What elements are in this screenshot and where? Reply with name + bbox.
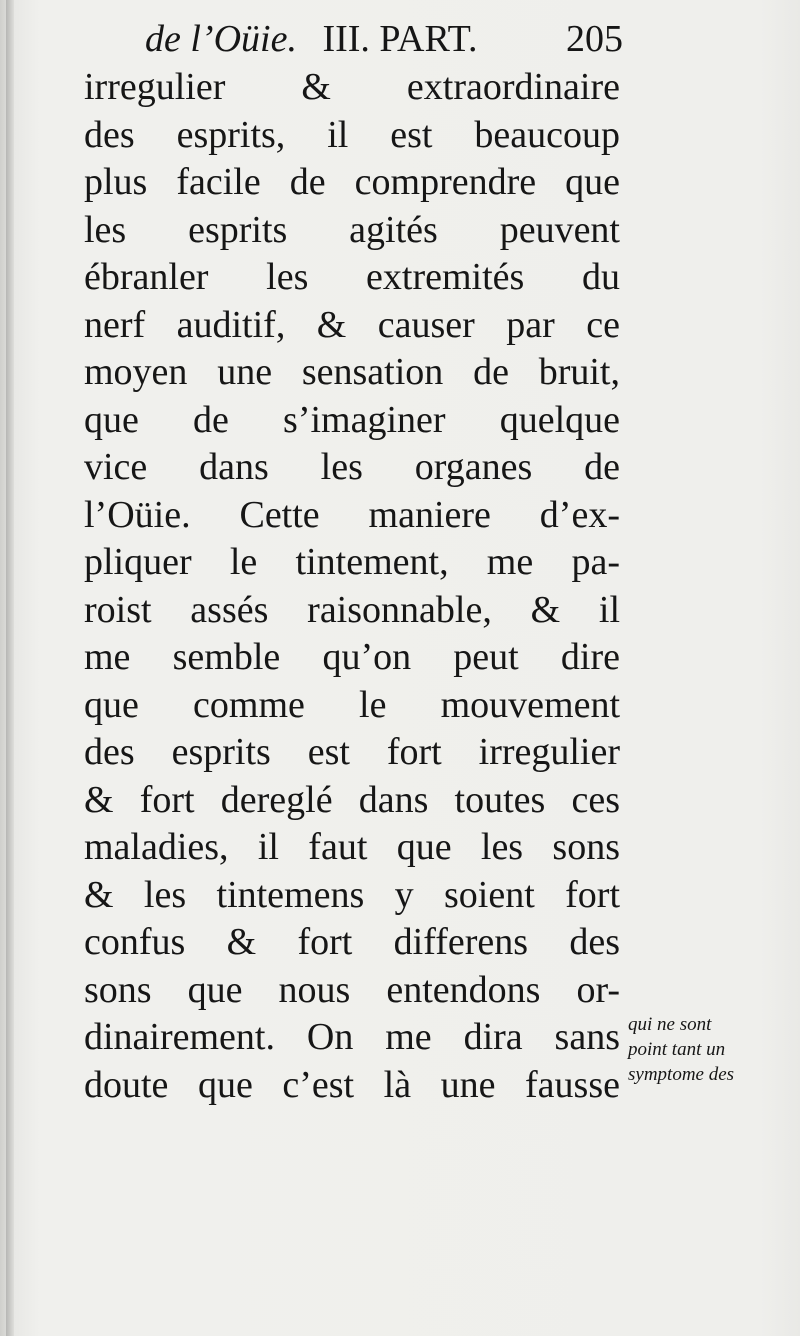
marginal-note-line: symptome des — [628, 1064, 735, 1085]
text-line: roist assés raisonnable, & il — [84, 588, 620, 631]
text-line: que de s’imaginer quelque — [84, 398, 620, 441]
running-title: de l’Oüie. — [145, 18, 297, 60]
text-line: des esprits est fort irregulier — [84, 731, 620, 773]
page-number: 205 — [566, 18, 623, 60]
text-line: me semble qu’on peut dire — [84, 636, 620, 678]
text-line: confus & fort differens des — [84, 921, 620, 963]
text-line: doute que c’est là une fausse — [84, 1063, 620, 1106]
part-label: III. PART. — [322, 18, 478, 60]
text-line: maladies, il faut que les sons — [84, 826, 620, 868]
text-line: moyen une sensation de bruit, — [84, 351, 620, 393]
text-line: sons que nous entendons or- — [84, 968, 620, 1011]
marginal-note-line: point tant un — [628, 1039, 726, 1060]
text-line: irregulier & extraordinaire — [84, 66, 620, 108]
text-line: les esprits agités peuvent — [84, 208, 620, 251]
binding-edge — [6, 0, 14, 1336]
marginal-note — [628, 1012, 798, 1087]
marginal-note-line: qui ne sont — [628, 1014, 712, 1035]
text-line: ébranler les extremités du — [84, 256, 620, 298]
text-line: que comme le mouvement — [84, 683, 620, 726]
text-line: & fort dereglé dans toutes ces — [84, 778, 620, 821]
text-line: plus facile de comprendre que — [84, 161, 620, 203]
text-line: & les tintemens y soient fort — [84, 873, 620, 916]
text-line: nerf auditif, & causer par ce — [84, 303, 620, 346]
body-text — [84, 64, 620, 1109]
page-header — [145, 14, 623, 64]
text-line: l’Oüie. Cette maniere d’ex- — [84, 493, 620, 536]
text-line: des esprits, il est beaucoup — [84, 113, 620, 156]
text-line: vice dans les organes de — [84, 446, 620, 488]
text-line: pliquer le tintement, me pa- — [84, 541, 620, 583]
text-line: dinairement. On me dira sans — [84, 1016, 620, 1058]
